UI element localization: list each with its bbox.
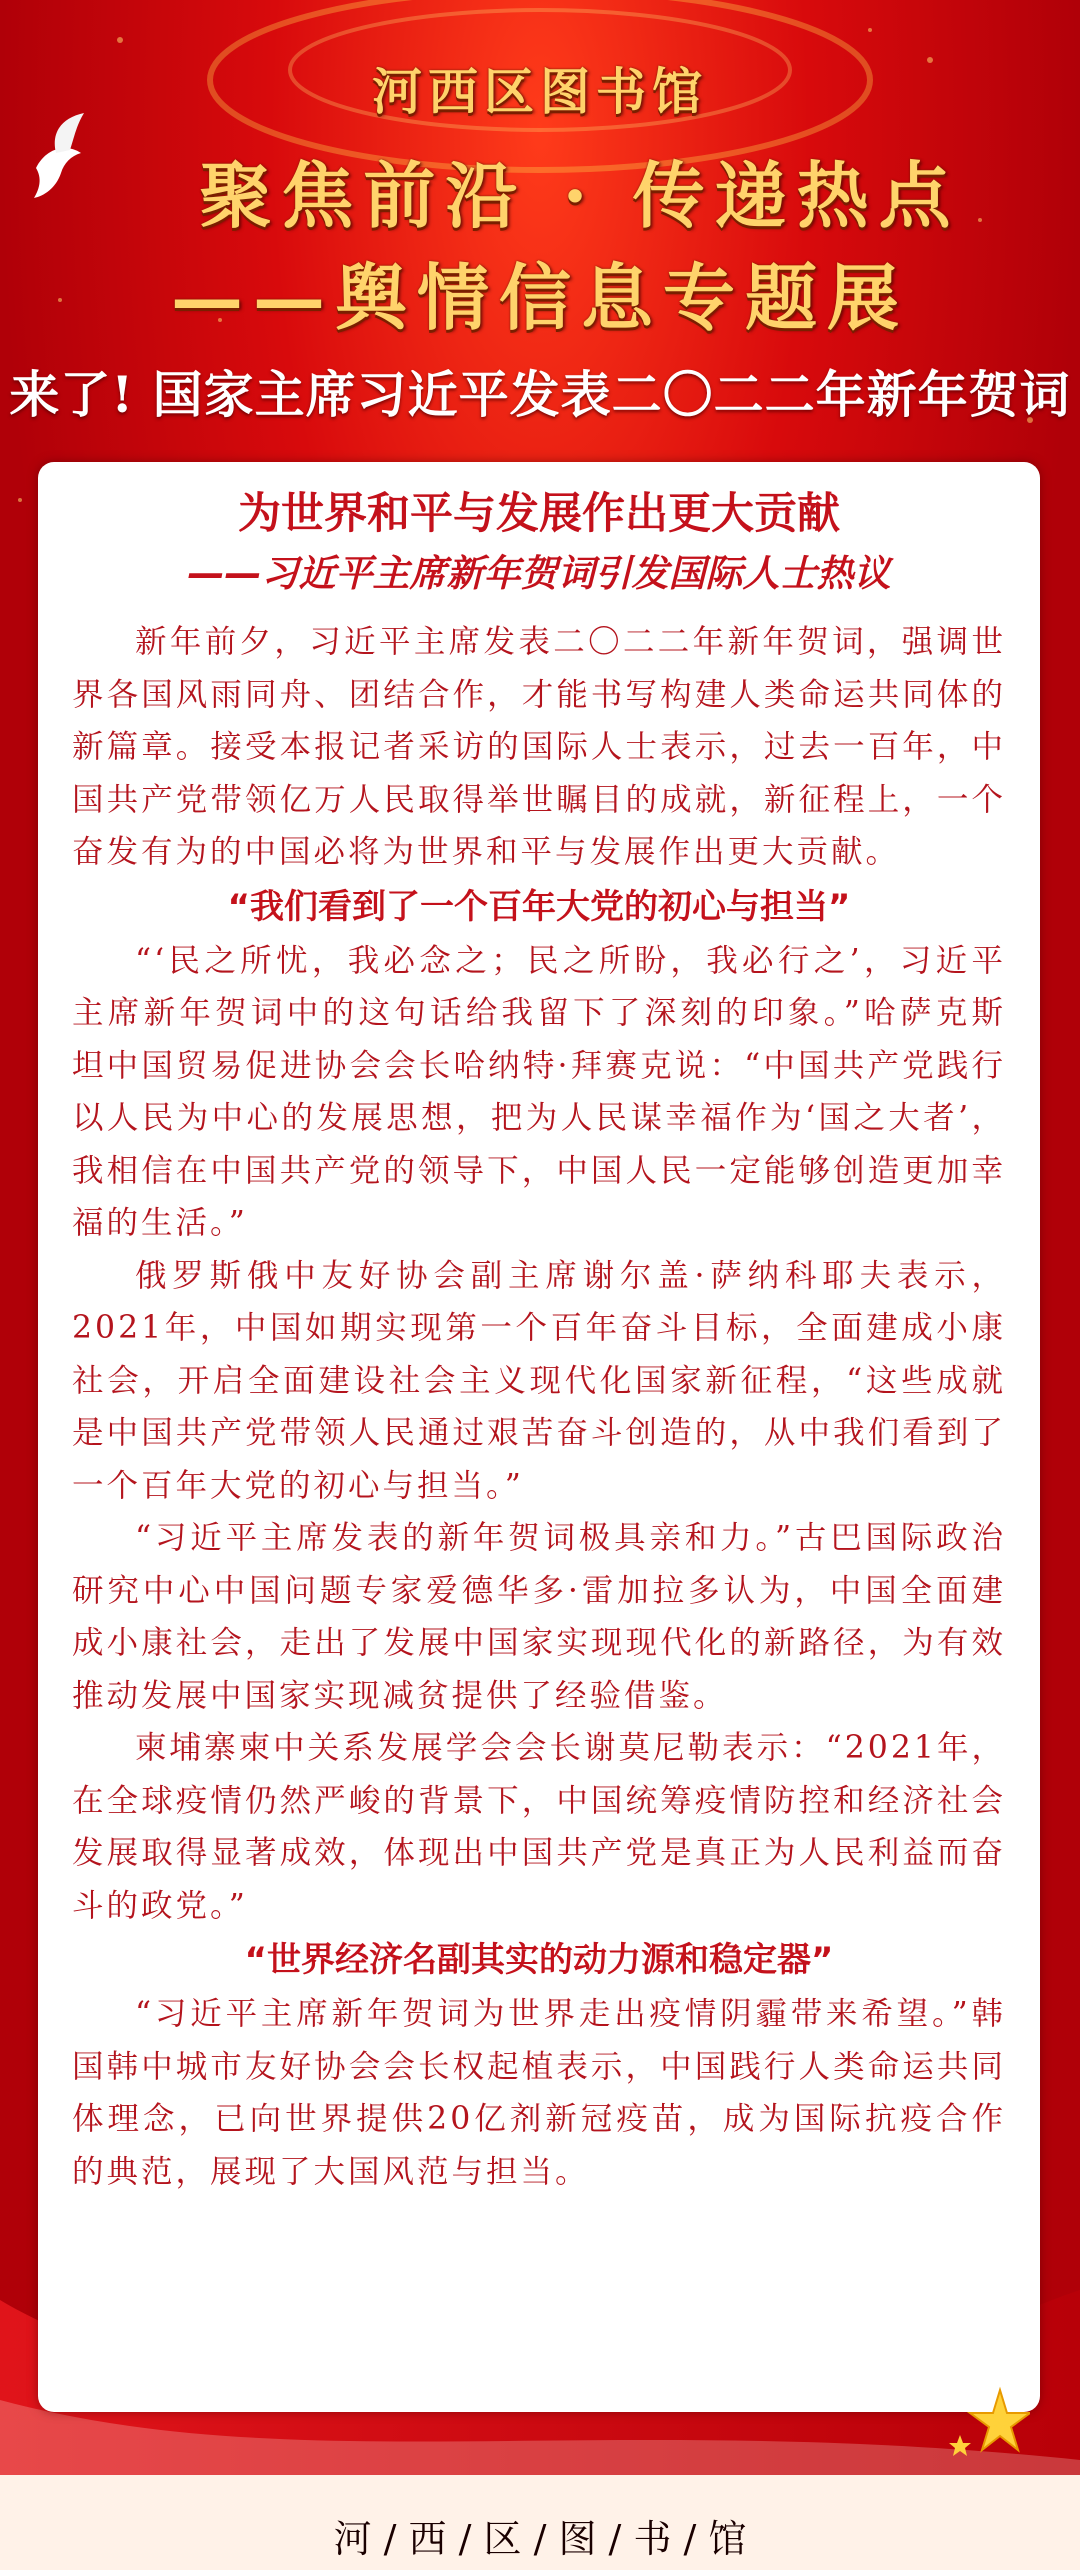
- exhibition-title: 聚焦前沿 · 传递热点: [199, 153, 961, 238]
- library-name: 河西区图书馆: [372, 62, 708, 121]
- paragraph: “‘民之所忧，我必念之；民之所盼，我必行之’，习近平主席新年贺词中的这句话给我留下了深刻的印象。”哈萨克斯坦中国贸易促进协会会长哈纳特·拜赛克说：“中国共产党践行以人民为中心的发展思想，把为人民谋幸福作为‘国之大者’，我相信在中国共产党的领导下，中国人民一定能够创造更加幸福的生活。”: [72, 942, 1006, 1241]
- exhibition-subtitle: ——舆情信息专题展: [170, 255, 909, 340]
- section-heading: “我们看到了一个百年大党的初心与担当”: [227, 886, 851, 927]
- article-subtitle: ——习近平主席新年贺词引发国际人士热议: [187, 552, 891, 595]
- section-heading: “世界经济名副其实的动力源和稳定器”: [244, 1940, 834, 1980]
- article-title: 为世界和平与发展作出更大贡献: [238, 489, 840, 539]
- paragraph: “习近平主席新年贺词为世界走出疫情阴霾带来希望。”韩国韩中城市友好协会会长权起植表示，中国践行人类命运共同体理念，已向世界提供20亿剂新冠疫苗，成为国际抗疫合作的典范，展现了大国风范与担当。: [72, 1996, 1006, 2190]
- article-card: [38, 462, 1040, 2412]
- paragraph: “习近平主席发表的新年贺词极具亲和力。”古巴国际政治研究中心中国问题专家爱德华多·雷加拉多认为，中国全面建成小康社会，走出了发展中国家实现现代化的新路径，为有效推动发展中国家实现减贫提供了经验借鉴。: [72, 1520, 1006, 1714]
- paragraph: 新年前夕，习近平主席发表二〇二二年新年贺词，强调世界各国风雨同舟、团结合作，才能书写构建人类命运共同体的新篇章。接受本报记者采访的国际人士表示，过去一百年，中国共产党带领亿万人民取得举世瞩目的成就，新征程上，一个奋发有为的中国必将为世界和平与发展作出更大贡献。: [72, 624, 1006, 870]
- star-icon: [940, 2385, 1030, 2465]
- news-headline: 来了! 国家主席习近平发表二〇二二年新年贺词: [9, 365, 1071, 424]
- paragraph: 俄罗斯俄中友好协会副主席谢尔盖·萨纳科耶夫表示，2021年，中国如期实现第一个百年奋斗目标，全面建成小康社会，开启全面建设社会主义现代化国家新征程，“这些成就是中国共产党带领人民通过艰苦奋斗创造的，从中我们看到了一个百年大党的初心与担当。”: [72, 1257, 1006, 1504]
- footer-library-name: 河 / 西 / 区 / 图 / 书 / 馆: [333, 2517, 747, 2561]
- paragraph: 柬埔寨柬中关系发展学会会长谢莫尼勒表示：“2021年，在全球疫情仍然严峻的背景下，中国统筹疫情防控和经济社会发展取得显著成效，体现出中国共产党是真正为人民利益而奋斗的政党。”: [72, 1730, 1006, 1924]
